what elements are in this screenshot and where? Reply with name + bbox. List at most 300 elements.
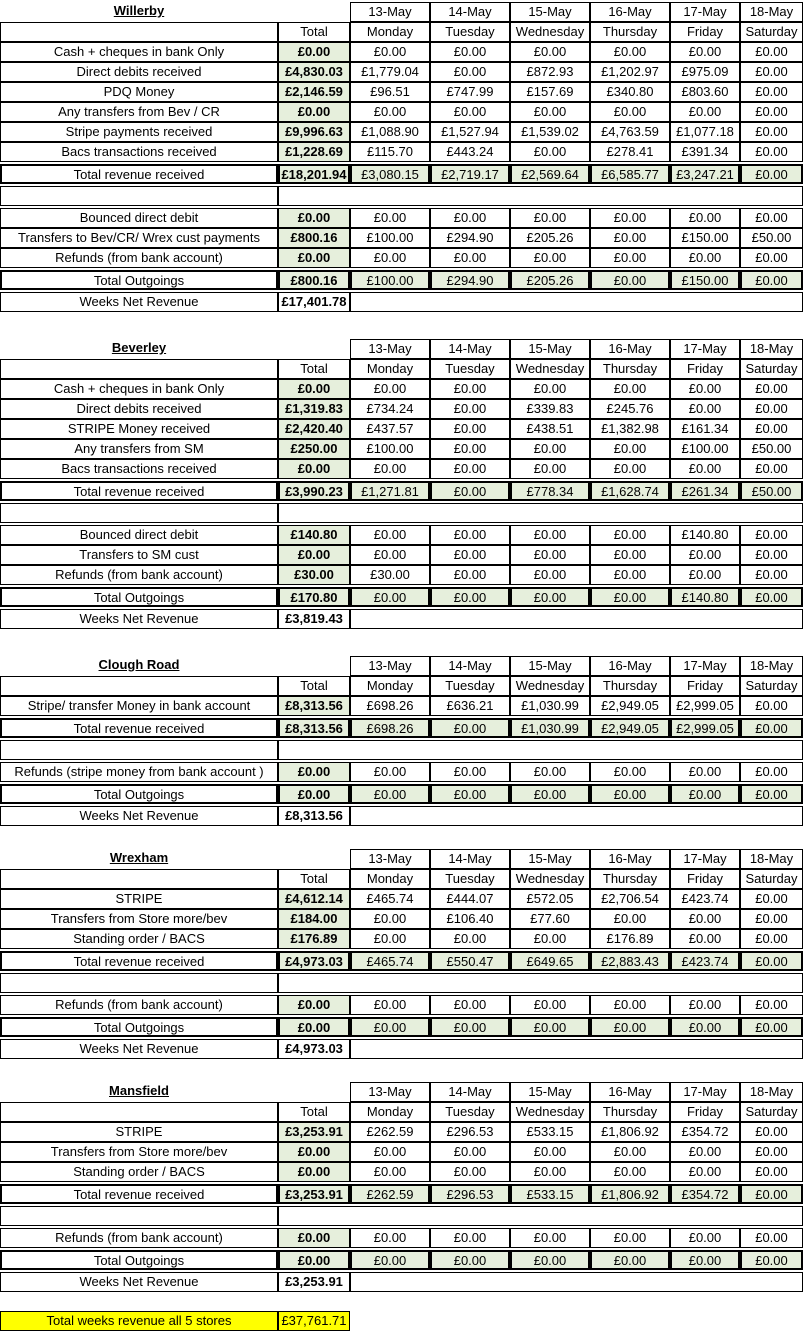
revenue-row-label: Standing order / BACS xyxy=(0,1162,278,1182)
total-outgoings-row-thu-cell[interactable]: £0.00 xyxy=(590,587,670,607)
outgoing-row-wed-cell[interactable]: £0.00 xyxy=(510,1228,590,1248)
outgoing-row-tue-cell[interactable]: £0.00 xyxy=(430,525,510,545)
total-outgoings-row-thu-cell[interactable]: £0.00 xyxy=(590,1250,670,1270)
revenue-row-sat-cell[interactable]: £0.00 xyxy=(740,102,803,122)
outgoing-row-thu-cell[interactable]: £0.00 xyxy=(590,545,670,565)
revenue-row-sat-cell[interactable]: £50.00 xyxy=(740,439,803,459)
revenue-row-mon-cell[interactable]: £0.00 xyxy=(350,1162,430,1182)
revenue-row-sat-cell[interactable]: £0.00 xyxy=(740,1162,803,1182)
revenue-row-wed-cell[interactable]: £0.00 xyxy=(510,102,590,122)
revenue-row-thu-cell[interactable]: £0.00 xyxy=(590,102,670,122)
date-header-fri: 17-May xyxy=(670,849,740,869)
day-header-thu: Thursday xyxy=(590,869,670,889)
outgoing-row-wed-cell[interactable]: £0.00 xyxy=(510,995,590,1015)
grand-total-value[interactable]: £37,761.71 xyxy=(278,1311,350,1331)
day-header-wed: Wednesday xyxy=(510,359,590,379)
revenue-row-wed-cell[interactable]: £0.00 xyxy=(510,929,590,949)
outgoing-row-wed-cell[interactable]: £0.00 xyxy=(510,525,590,545)
outgoing-row-fri-cell[interactable]: £0.00 xyxy=(670,565,740,585)
revenue-row-fri-cell[interactable]: £0.00 xyxy=(670,459,740,479)
outgoing-row-fri-cell[interactable]: £0.00 xyxy=(670,545,740,565)
total-revenue-row-mon-cell[interactable]: £262.59 xyxy=(350,1184,430,1204)
revenue-row-mon-cell[interactable]: £0.00 xyxy=(350,929,430,949)
total-outgoings-row-wed-cell[interactable]: £0.00 xyxy=(510,1017,590,1037)
store-title-mansfield: Mansfield xyxy=(109,1083,169,1098)
total-revenue-row-sat-cell[interactable]: £0.00 xyxy=(740,951,803,971)
total-outgoings-row-total-cell[interactable]: £0.00 xyxy=(278,1250,350,1270)
revenue-row-sat-cell[interactable]: £0.00 xyxy=(740,1122,803,1142)
outgoing-row-wed-cell[interactable]: £0.00 xyxy=(510,208,590,228)
total-outgoings-row-wed-cell[interactable]: £0.00 xyxy=(510,784,590,804)
revenue-row-thu-cell[interactable]: £4,763.59 xyxy=(590,122,670,142)
outgoing-row-sat-cell[interactable]: £0.00 xyxy=(740,762,803,782)
outgoing-row-wed-cell[interactable]: £0.00 xyxy=(510,762,590,782)
total-revenue-row-tue-cell[interactable]: £0.00 xyxy=(430,481,510,501)
revenue-row-mon-cell[interactable]: £0.00 xyxy=(350,909,430,929)
total-header: Total xyxy=(278,22,350,42)
net-revenue-label: Weeks Net Revenue xyxy=(0,806,278,826)
outgoing-row-mon-cell[interactable]: £0.00 xyxy=(350,208,430,228)
revenue-row-mon-cell[interactable]: £1,088.90 xyxy=(350,122,430,142)
total-revenue-row-sat-cell[interactable]: £0.00 xyxy=(740,1184,803,1204)
revenue-row-tue-cell[interactable]: £106.40 xyxy=(430,909,510,929)
total-outgoings-row-sat-cell[interactable]: £0.00 xyxy=(740,784,803,804)
outgoing-row-thu-cell[interactable]: £0.00 xyxy=(590,525,670,545)
outgoing-row-label: Refunds (from bank account) xyxy=(0,565,278,585)
date-header-sat: 18-May xyxy=(740,2,803,22)
revenue-row-sat-cell[interactable]: £0.00 xyxy=(740,399,803,419)
spacer-row xyxy=(0,740,278,760)
total-outgoings-row-tue-cell[interactable]: £0.00 xyxy=(430,1017,510,1037)
revenue-row-mon-cell[interactable]: £698.26 xyxy=(350,696,430,716)
total-outgoings-row-tue-cell[interactable]: £0.00 xyxy=(430,1250,510,1270)
revenue-row-total-cell[interactable]: £9,996.63 xyxy=(278,122,350,142)
total-revenue-row-wed-cell[interactable]: £778.34 xyxy=(510,481,590,501)
day-header-wed: Wednesday xyxy=(510,869,590,889)
revenue-row-tue-cell[interactable]: £0.00 xyxy=(430,62,510,82)
total-revenue-row-fri-cell[interactable]: £423.74 xyxy=(670,951,740,971)
revenue-row-total-cell[interactable]: £250.00 xyxy=(278,439,350,459)
revenue-row-wed-cell[interactable]: £1,030.99 xyxy=(510,696,590,716)
outgoing-row-total-cell[interactable]: £0.00 xyxy=(278,1228,350,1248)
outgoing-row-tue-cell[interactable]: £0.00 xyxy=(430,208,510,228)
total-revenue-row-tue-cell[interactable]: £550.47 xyxy=(430,951,510,971)
total-outgoings-row-total-cell[interactable]: £800.16 xyxy=(278,270,350,290)
revenue-row-wed-cell[interactable]: £1,539.02 xyxy=(510,122,590,142)
revenue-row-total-cell[interactable]: £2,146.59 xyxy=(278,82,350,102)
outgoing-row-tue-cell[interactable]: £0.00 xyxy=(430,565,510,585)
revenue-row-thu-cell[interactable]: £0.00 xyxy=(590,379,670,399)
revenue-row-sat-cell[interactable]: £0.00 xyxy=(740,42,803,62)
total-outgoings-row-total-cell[interactable]: £0.00 xyxy=(278,784,350,804)
revenue-row-thu-cell[interactable]: £278.41 xyxy=(590,142,670,162)
outgoing-row-sat-cell[interactable]: £0.00 xyxy=(740,565,803,585)
outgoing-row-tue-cell[interactable]: £0.00 xyxy=(430,248,510,268)
total-revenue-row-mon-cell[interactable]: £698.26 xyxy=(350,718,430,738)
day-header-mon: Monday xyxy=(350,676,430,696)
revenue-row-wed-cell[interactable]: £0.00 xyxy=(510,379,590,399)
revenue-row-sat-cell[interactable]: £0.00 xyxy=(740,379,803,399)
revenue-row-wed-cell[interactable]: £872.93 xyxy=(510,62,590,82)
revenue-row-wed-cell[interactable]: £339.83 xyxy=(510,399,590,419)
total-outgoings-row-label: Total Outgoings xyxy=(0,270,278,290)
revenue-row-fri-cell[interactable]: £100.00 xyxy=(670,439,740,459)
total-revenue-row-total-cell[interactable]: £3,990.23 xyxy=(278,481,350,501)
revenue-row-total-cell[interactable]: £3,253.91 xyxy=(278,1122,350,1142)
revenue-row-thu-cell[interactable]: £0.00 xyxy=(590,1142,670,1162)
revenue-row-total-cell[interactable]: £0.00 xyxy=(278,102,350,122)
revenue-row-thu-cell[interactable]: £245.76 xyxy=(590,399,670,419)
total-revenue-row-wed-cell[interactable]: £649.65 xyxy=(510,951,590,971)
total-outgoings-row-fri-cell[interactable]: £0.00 xyxy=(670,784,740,804)
outgoing-row-mon-cell[interactable]: £0.00 xyxy=(350,762,430,782)
total-outgoings-row-tue-cell[interactable]: £0.00 xyxy=(430,587,510,607)
spacer-row xyxy=(0,186,278,206)
revenue-row-mon-cell[interactable]: £0.00 xyxy=(350,459,430,479)
total-revenue-row-tue-cell[interactable]: £2,719.17 xyxy=(430,164,510,184)
outgoing-row-total-cell[interactable]: £0.00 xyxy=(278,995,350,1015)
outgoing-row-sat-cell[interactable]: £0.00 xyxy=(740,995,803,1015)
revenue-row-tue-cell[interactable]: £0.00 xyxy=(430,439,510,459)
total-outgoings-row-fri-cell[interactable]: £140.80 xyxy=(670,587,740,607)
revenue-row-tue-cell[interactable]: £0.00 xyxy=(430,102,510,122)
revenue-row-wed-cell[interactable]: £77.60 xyxy=(510,909,590,929)
revenue-row-mon-cell[interactable]: £1,779.04 xyxy=(350,62,430,82)
revenue-row-wed-cell[interactable]: £438.51 xyxy=(510,419,590,439)
total-revenue-row-wed-cell[interactable]: £1,030.99 xyxy=(510,718,590,738)
revenue-row-fri-cell[interactable]: £354.72 xyxy=(670,1122,740,1142)
total-outgoings-row-thu-cell[interactable]: £0.00 xyxy=(590,1017,670,1037)
outgoing-row-mon-cell[interactable]: £0.00 xyxy=(350,1228,430,1248)
revenue-row-sat-cell[interactable]: £0.00 xyxy=(740,889,803,909)
revenue-row-thu-cell[interactable]: £2,949.05 xyxy=(590,696,670,716)
total-outgoings-row-sat-cell[interactable]: £0.00 xyxy=(740,587,803,607)
revenue-row-total-cell[interactable]: £1,228.69 xyxy=(278,142,350,162)
revenue-row-label: Stripe/ transfer Money in bank account xyxy=(0,696,278,716)
spacer-row xyxy=(278,1206,803,1226)
revenue-row-thu-cell[interactable]: £0.00 xyxy=(590,42,670,62)
outgoing-row-fri-cell[interactable]: £0.00 xyxy=(670,762,740,782)
outgoing-row-total-cell[interactable]: £140.80 xyxy=(278,525,350,545)
outgoing-row-total-cell[interactable]: £30.00 xyxy=(278,565,350,585)
revenue-row-mon-cell[interactable]: £465.74 xyxy=(350,889,430,909)
revenue-row-tue-cell[interactable]: £0.00 xyxy=(430,1162,510,1182)
revenue-row-fri-cell[interactable]: £0.00 xyxy=(670,929,740,949)
total-revenue-row-mon-cell[interactable]: £1,271.81 xyxy=(350,481,430,501)
outgoing-row-thu-cell[interactable]: £0.00 xyxy=(590,248,670,268)
revenue-row-mon-cell[interactable]: £0.00 xyxy=(350,379,430,399)
outgoing-row-sat-cell[interactable]: £0.00 xyxy=(740,248,803,268)
revenue-row-sat-cell[interactable]: £0.00 xyxy=(740,419,803,439)
total-outgoings-row-thu-cell[interactable]: £0.00 xyxy=(590,270,670,290)
outgoing-row-tue-cell[interactable]: £0.00 xyxy=(430,545,510,565)
outgoing-row-thu-cell[interactable]: £0.00 xyxy=(590,565,670,585)
revenue-row-fri-cell[interactable]: £803.60 xyxy=(670,82,740,102)
revenue-row-mon-cell[interactable]: £115.70 xyxy=(350,142,430,162)
revenue-row-wed-cell[interactable]: £0.00 xyxy=(510,439,590,459)
outgoing-row-wed-cell[interactable]: £205.26 xyxy=(510,228,590,248)
revenue-row-sat-cell[interactable]: £0.00 xyxy=(740,459,803,479)
outgoing-row-label: Bounced direct debit xyxy=(0,525,278,545)
revenue-row-wed-cell[interactable]: £533.15 xyxy=(510,1122,590,1142)
revenue-row-tue-cell[interactable]: £0.00 xyxy=(430,1142,510,1162)
revenue-row-mon-cell[interactable]: £96.51 xyxy=(350,82,430,102)
revenue-row-tue-cell[interactable]: £0.00 xyxy=(430,42,510,62)
revenue-row-tue-cell[interactable]: £444.07 xyxy=(430,889,510,909)
total-revenue-row-sat-cell[interactable]: £50.00 xyxy=(740,481,803,501)
outgoing-row-tue-cell[interactable]: £0.00 xyxy=(430,762,510,782)
revenue-row-tue-cell[interactable]: £0.00 xyxy=(430,399,510,419)
revenue-row-thu-cell[interactable]: £1,806.92 xyxy=(590,1122,670,1142)
revenue-row-label: Cash + cheques in bank Only xyxy=(0,42,278,62)
revenue-row-sat-cell[interactable]: £0.00 xyxy=(740,696,803,716)
total-header: Total xyxy=(278,869,350,889)
revenue-row-total-cell[interactable]: £0.00 xyxy=(278,1142,350,1162)
revenue-row-fri-cell[interactable]: £161.34 xyxy=(670,419,740,439)
total-outgoings-row-fri-cell[interactable]: £150.00 xyxy=(670,270,740,290)
total-revenue-row-total-cell[interactable]: £3,253.91 xyxy=(278,1184,350,1204)
revenue-row-total-cell[interactable]: £0.00 xyxy=(278,379,350,399)
revenue-row-fri-cell[interactable]: £391.34 xyxy=(670,142,740,162)
total-revenue-row-sat-cell[interactable]: £0.00 xyxy=(740,164,803,184)
revenue-row-tue-cell[interactable]: £747.99 xyxy=(430,82,510,102)
revenue-row-total-cell[interactable]: £0.00 xyxy=(278,459,350,479)
outgoing-row-fri-cell[interactable]: £140.80 xyxy=(670,525,740,545)
outgoing-row-thu-cell[interactable]: £0.00 xyxy=(590,208,670,228)
revenue-row-tue-cell[interactable]: £0.00 xyxy=(430,379,510,399)
revenue-row-fri-cell[interactable]: £1,077.18 xyxy=(670,122,740,142)
revenue-row-total-cell[interactable]: £1,319.83 xyxy=(278,399,350,419)
net-revenue-value[interactable]: £3,819.43 xyxy=(278,609,350,629)
revenue-row-mon-cell[interactable]: £100.00 xyxy=(350,439,430,459)
revenue-row-thu-cell[interactable]: £0.00 xyxy=(590,909,670,929)
outgoing-row-fri-cell[interactable]: £150.00 xyxy=(670,228,740,248)
net-revenue-value[interactable]: £3,253.91 xyxy=(278,1272,350,1292)
total-outgoings-row-tue-cell[interactable]: £0.00 xyxy=(430,784,510,804)
date-header-fri: 17-May xyxy=(670,339,740,359)
outgoing-row-total-cell[interactable]: £800.16 xyxy=(278,228,350,248)
revenue-row-thu-cell[interactable]: £2,706.54 xyxy=(590,889,670,909)
revenue-row-fri-cell[interactable]: £0.00 xyxy=(670,1162,740,1182)
outgoing-row-sat-cell[interactable]: £0.00 xyxy=(740,208,803,228)
revenue-row-tue-cell[interactable]: £1,527.94 xyxy=(430,122,510,142)
revenue-row-mon-cell[interactable]: £437.57 xyxy=(350,419,430,439)
total-outgoings-row-thu-cell[interactable]: £0.00 xyxy=(590,784,670,804)
header-blank xyxy=(0,869,278,889)
outgoing-row-sat-cell[interactable]: £0.00 xyxy=(740,1228,803,1248)
revenue-row-total-cell[interactable]: £8,313.56 xyxy=(278,696,350,716)
revenue-row-fri-cell[interactable]: £975.09 xyxy=(670,62,740,82)
revenue-row-sat-cell[interactable]: £0.00 xyxy=(740,62,803,82)
outgoing-row-sat-cell[interactable]: £0.00 xyxy=(740,525,803,545)
outgoing-row-thu-cell[interactable]: £0.00 xyxy=(590,1228,670,1248)
revenue-row-thu-cell[interactable]: £0.00 xyxy=(590,1162,670,1182)
revenue-row-tue-cell[interactable]: £443.24 xyxy=(430,142,510,162)
revenue-row-fri-cell[interactable]: £0.00 xyxy=(670,42,740,62)
spacer-row xyxy=(0,503,278,523)
revenue-row-mon-cell[interactable]: £0.00 xyxy=(350,42,430,62)
total-revenue-row-fri-cell[interactable]: £3,247.21 xyxy=(670,164,740,184)
total-revenue-row-fri-cell[interactable]: £261.34 xyxy=(670,481,740,501)
total-revenue-row-total-cell[interactable]: £18,201.94 xyxy=(278,164,350,184)
total-revenue-row-sat-cell[interactable]: £0.00 xyxy=(740,718,803,738)
revenue-row-mon-cell[interactable]: £734.24 xyxy=(350,399,430,419)
revenue-row-total-cell[interactable]: £2,420.40 xyxy=(278,419,350,439)
outgoing-row-total-cell[interactable]: £0.00 xyxy=(278,762,350,782)
revenue-row-sat-cell[interactable]: £0.00 xyxy=(740,142,803,162)
revenue-row-thu-cell[interactable]: £0.00 xyxy=(590,459,670,479)
total-revenue-row-thu-cell[interactable]: £1,806.92 xyxy=(590,1184,670,1204)
total-revenue-row-total-cell[interactable]: £8,313.56 xyxy=(278,718,350,738)
revenue-row-mon-cell[interactable]: £0.00 xyxy=(350,1142,430,1162)
revenue-row-thu-cell[interactable]: £1,202.97 xyxy=(590,62,670,82)
revenue-row-fri-cell[interactable]: £0.00 xyxy=(670,379,740,399)
outgoing-row-mon-cell[interactable]: £0.00 xyxy=(350,248,430,268)
day-header-thu: Thursday xyxy=(590,676,670,696)
day-header-thu: Thursday xyxy=(590,1102,670,1122)
total-revenue-row-wed-cell[interactable]: £533.15 xyxy=(510,1184,590,1204)
outgoing-row-total-cell[interactable]: £0.00 xyxy=(278,208,350,228)
revenue-row-tue-cell[interactable]: £0.00 xyxy=(430,419,510,439)
revenue-row-thu-cell[interactable]: £176.89 xyxy=(590,929,670,949)
outgoing-row-total-cell[interactable]: £0.00 xyxy=(278,248,350,268)
total-revenue-row-mon-cell[interactable]: £3,080.15 xyxy=(350,164,430,184)
revenue-row-sat-cell[interactable]: £0.00 xyxy=(740,929,803,949)
total-outgoings-row-wed-cell[interactable]: £0.00 xyxy=(510,1250,590,1270)
revenue-row-mon-cell[interactable]: £262.59 xyxy=(350,1122,430,1142)
outgoing-row-tue-cell[interactable]: £0.00 xyxy=(430,995,510,1015)
total-revenue-row-label: Total revenue received xyxy=(0,1184,278,1204)
revenue-row-thu-cell[interactable]: £1,382.98 xyxy=(590,419,670,439)
outgoing-row-fri-cell[interactable]: £0.00 xyxy=(670,248,740,268)
revenue-row-wed-cell[interactable]: £157.69 xyxy=(510,82,590,102)
revenue-row-fri-cell[interactable]: £2,999.05 xyxy=(670,696,740,716)
revenue-row-wed-cell[interactable]: £0.00 xyxy=(510,1142,590,1162)
revenue-row-total-cell[interactable]: £4,830.03 xyxy=(278,62,350,82)
total-outgoings-row-total-cell[interactable]: £0.00 xyxy=(278,1017,350,1037)
outgoing-row-tue-cell[interactable]: £0.00 xyxy=(430,1228,510,1248)
total-outgoings-row-wed-cell[interactable]: £0.00 xyxy=(510,587,590,607)
day-header-tue: Tuesday xyxy=(430,1102,510,1122)
outgoing-row-mon-cell[interactable]: £0.00 xyxy=(350,995,430,1015)
net-revenue-value[interactable]: £17,401.78 xyxy=(278,292,350,312)
total-outgoings-row-fri-cell[interactable]: £0.00 xyxy=(670,1017,740,1037)
date-header-sat: 18-May xyxy=(740,339,803,359)
revenue-row-wed-cell[interactable]: £0.00 xyxy=(510,1162,590,1182)
revenue-row-label: Standing order / BACS xyxy=(0,929,278,949)
revenue-row-total-cell[interactable]: £0.00 xyxy=(278,42,350,62)
spacer-row xyxy=(0,1206,278,1226)
outgoing-row-wed-cell[interactable]: £0.00 xyxy=(510,248,590,268)
revenue-row-fri-cell[interactable]: £0.00 xyxy=(670,102,740,122)
total-outgoings-row-tue-cell[interactable]: £294.90 xyxy=(430,270,510,290)
total-outgoings-row-total-cell[interactable]: £170.80 xyxy=(278,587,350,607)
total-revenue-row-mon-cell[interactable]: £465.74 xyxy=(350,951,430,971)
outgoing-row-sat-cell[interactable]: £50.00 xyxy=(740,228,803,248)
total-outgoings-row-mon-cell[interactable]: £0.00 xyxy=(350,587,430,607)
total-revenue-row-thu-cell[interactable]: £2,949.05 xyxy=(590,718,670,738)
revenue-row-tue-cell[interactable]: £636.21 xyxy=(430,696,510,716)
total-revenue-row-thu-cell[interactable]: £2,883.43 xyxy=(590,951,670,971)
outgoing-row-fri-cell[interactable]: £0.00 xyxy=(670,1228,740,1248)
revenue-row-total-cell[interactable]: £0.00 xyxy=(278,1162,350,1182)
total-revenue-row-fri-cell[interactable]: £2,999.05 xyxy=(670,718,740,738)
date-header-tue: 14-May xyxy=(430,2,510,22)
revenue-row-mon-cell[interactable]: £0.00 xyxy=(350,102,430,122)
revenue-row-total-cell[interactable]: £176.89 xyxy=(278,929,350,949)
net-revenue-value[interactable]: £8,313.56 xyxy=(278,806,350,826)
revenue-row-fri-cell[interactable]: £0.00 xyxy=(670,909,740,929)
outgoing-row-mon-cell[interactable]: £0.00 xyxy=(350,525,430,545)
revenue-row-tue-cell[interactable]: £0.00 xyxy=(430,929,510,949)
revenue-row-thu-cell[interactable]: £0.00 xyxy=(590,439,670,459)
outgoing-row-tue-cell[interactable]: £294.90 xyxy=(430,228,510,248)
revenue-row-total-cell[interactable]: £4,612.14 xyxy=(278,889,350,909)
revenue-row-total-cell[interactable]: £184.00 xyxy=(278,909,350,929)
revenue-row-fri-cell[interactable]: £0.00 xyxy=(670,399,740,419)
revenue-row-sat-cell[interactable]: £0.00 xyxy=(740,82,803,102)
outgoing-row-mon-cell[interactable]: £100.00 xyxy=(350,228,430,248)
total-revenue-row-thu-cell[interactable]: £1,628.74 xyxy=(590,481,670,501)
revenue-row-sat-cell[interactable]: £0.00 xyxy=(740,909,803,929)
revenue-row-fri-cell[interactable]: £423.74 xyxy=(670,889,740,909)
day-header-fri: Friday xyxy=(670,22,740,42)
revenue-row-fri-cell[interactable]: £0.00 xyxy=(670,1142,740,1162)
outgoing-row-sat-cell[interactable]: £0.00 xyxy=(740,545,803,565)
outgoing-row-wed-cell[interactable]: £0.00 xyxy=(510,565,590,585)
revenue-row-wed-cell[interactable]: £0.00 xyxy=(510,459,590,479)
revenue-row-sat-cell[interactable]: £0.00 xyxy=(740,122,803,142)
revenue-row-wed-cell[interactable]: £572.05 xyxy=(510,889,590,909)
outgoing-row-thu-cell[interactable]: £0.00 xyxy=(590,995,670,1015)
revenue-row-tue-cell[interactable]: £0.00 xyxy=(430,459,510,479)
revenue-row-tue-cell[interactable]: £296.53 xyxy=(430,1122,510,1142)
outgoing-row-thu-cell[interactable]: £0.00 xyxy=(590,228,670,248)
total-outgoings-row-sat-cell[interactable]: £0.00 xyxy=(740,1017,803,1037)
outgoing-row-wed-cell[interactable]: £0.00 xyxy=(510,545,590,565)
total-outgoings-row-sat-cell[interactable]: £0.00 xyxy=(740,270,803,290)
total-revenue-row-wed-cell[interactable]: £2,569.64 xyxy=(510,164,590,184)
outgoing-row-fri-cell[interactable]: £0.00 xyxy=(670,995,740,1015)
total-outgoings-row-mon-cell[interactable]: £0.00 xyxy=(350,1250,430,1270)
outgoing-row-label: Refunds (from bank account) xyxy=(0,995,278,1015)
net-revenue-value[interactable]: £4,973.03 xyxy=(278,1039,350,1059)
outgoing-row-fri-cell[interactable]: £0.00 xyxy=(670,208,740,228)
revenue-row-thu-cell[interactable]: £340.80 xyxy=(590,82,670,102)
date-header-tue: 14-May xyxy=(430,849,510,869)
revenue-row-wed-cell[interactable]: £0.00 xyxy=(510,142,590,162)
outgoing-row-mon-cell[interactable]: £30.00 xyxy=(350,565,430,585)
total-revenue-row-fri-cell[interactable]: £354.72 xyxy=(670,1184,740,1204)
total-outgoings-row-sat-cell[interactable]: £0.00 xyxy=(740,1250,803,1270)
day-header-sat: Saturday xyxy=(740,1102,803,1122)
total-outgoings-row-mon-cell[interactable]: £100.00 xyxy=(350,270,430,290)
total-outgoings-row-mon-cell[interactable]: £0.00 xyxy=(350,784,430,804)
day-header-tue: Tuesday xyxy=(430,359,510,379)
total-revenue-row-tue-cell[interactable]: £296.53 xyxy=(430,1184,510,1204)
revenue-row-wed-cell[interactable]: £0.00 xyxy=(510,42,590,62)
total-revenue-row-total-cell[interactable]: £4,973.03 xyxy=(278,951,350,971)
total-revenue-row-thu-cell[interactable]: £6,585.77 xyxy=(590,164,670,184)
outgoing-row-thu-cell[interactable]: £0.00 xyxy=(590,762,670,782)
outgoing-row-mon-cell[interactable]: £0.00 xyxy=(350,545,430,565)
total-outgoings-row-wed-cell[interactable]: £205.26 xyxy=(510,270,590,290)
revenue-row-sat-cell[interactable]: £0.00 xyxy=(740,1142,803,1162)
total-outgoings-row-fri-cell[interactable]: £0.00 xyxy=(670,1250,740,1270)
total-revenue-row-tue-cell[interactable]: £0.00 xyxy=(430,718,510,738)
outgoing-row-total-cell[interactable]: £0.00 xyxy=(278,545,350,565)
total-outgoings-row-mon-cell[interactable]: £0.00 xyxy=(350,1017,430,1037)
